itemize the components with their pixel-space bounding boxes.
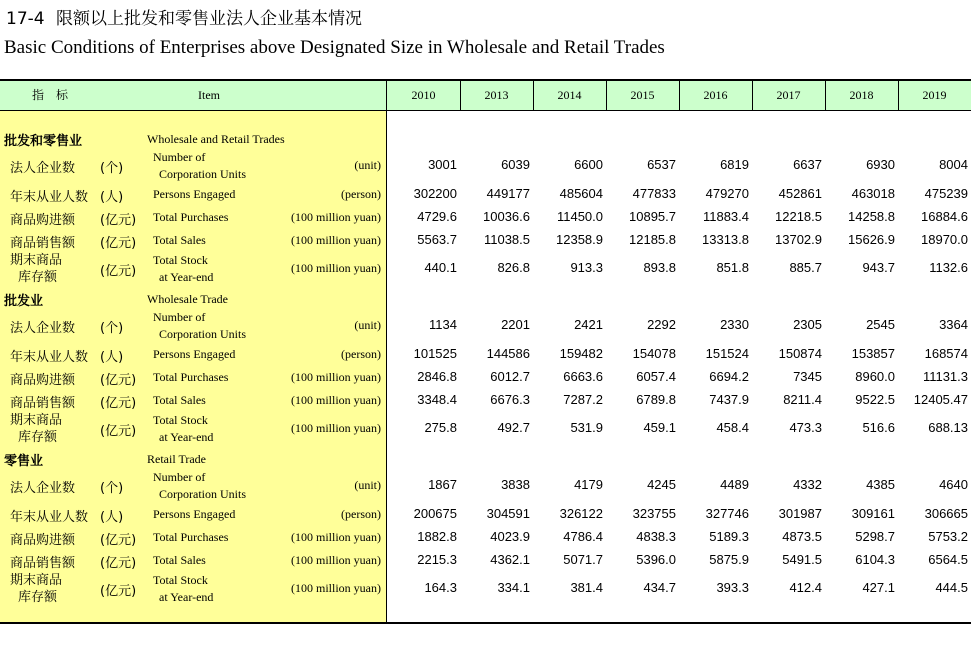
table-cell-value: 459.1 [643, 420, 676, 435]
header-column-separator [606, 81, 607, 110]
table-cell-value: 12185.8 [629, 232, 676, 247]
table-cell-value: 5396.0 [636, 552, 676, 567]
row-unit-cn: (人) [100, 190, 124, 205]
row-label-cn-line1: 期末商品 [10, 573, 63, 588]
row-label-en-line1: Number of [153, 150, 206, 164]
table-cell-value: 12405.47 [913, 392, 968, 407]
row-label-cn-line1: 期末商品 [10, 253, 63, 268]
table-cell-value: 309161 [851, 506, 895, 521]
row-label-en-line2: at Year-end [159, 430, 214, 444]
table-cell-value: 531.9 [570, 420, 603, 435]
header-year: 2010 [411, 88, 436, 102]
row-unit-en: (100 million yuan) [291, 553, 381, 567]
row-label-cn: 法人企业数 [10, 481, 76, 496]
table-cell-value: 6694.2 [709, 369, 749, 384]
table-cell-value: 913.3 [570, 260, 603, 275]
table-cell-value: 5071.7 [563, 552, 603, 567]
table-cell-value: 4179 [574, 477, 603, 492]
header-column-separator [752, 81, 753, 110]
table-cell-value: 893.8 [643, 260, 676, 275]
table-cell-value: 1882.8 [417, 529, 457, 544]
row-label-en [153, 392, 206, 409]
table-cell-value: 485604 [559, 186, 603, 201]
table-cell-value: 5298.7 [855, 529, 895, 544]
header-year: 2016 [703, 88, 728, 102]
row-label-en-line1: Persons Engaged [153, 347, 236, 361]
table-cell-value: 5189.3 [709, 529, 749, 544]
row-unit-cn: (亿元) [100, 213, 137, 228]
table-cell-value: 1867 [428, 477, 457, 492]
table-cell-value: 200675 [413, 506, 457, 521]
table-cell-value: 6057.4 [636, 369, 676, 384]
table-cell-value: 10895.7 [629, 209, 676, 224]
row-unit-cn: (亿元) [100, 584, 137, 599]
row-label-en-line1: Total Stock [153, 573, 208, 587]
row-label-en-line1: Total Sales [153, 393, 206, 407]
table-cell-value: 11131.3 [922, 369, 968, 384]
table-cell-value: 3348.4 [417, 392, 457, 407]
table-cell-value: 2215.3 [417, 552, 457, 567]
table-cell-value: 452861 [778, 186, 822, 201]
row-label-en-line2: Corporation Units [159, 167, 246, 181]
section-title-cn: 批发和零售业 [4, 134, 83, 149]
table-cell-value: 475239 [924, 186, 968, 201]
table-cell-value: 2421 [574, 317, 603, 332]
table-cell-value: 326122 [559, 506, 603, 521]
header-indicator-cn: 指 标 [31, 88, 68, 102]
table-header [0, 81, 971, 111]
row-unit-en: (100 million yuan) [291, 530, 381, 544]
table-cell-value: 3838 [501, 477, 530, 492]
row-label-cn: 商品销售额 [10, 396, 76, 411]
table-cell-value: 412.4 [789, 580, 822, 595]
row-label-cn: 年末从业人数 [10, 190, 89, 205]
header-year: 2018 [849, 88, 874, 102]
table-cell-value: 4023.9 [490, 529, 530, 544]
row-label-cn: 商品购进额 [10, 213, 76, 228]
row-unit-cn: (亿元) [100, 424, 137, 439]
row-label-en-line1: Total Sales [153, 233, 206, 247]
table-cell-value: 6819 [720, 157, 749, 172]
table-cell-value: 6537 [647, 157, 676, 172]
table-cell-value: 1132.6 [929, 260, 968, 275]
row-unit-cn: (个) [100, 481, 124, 496]
row-label-en [153, 149, 246, 183]
row-label-en-line2: Corporation Units [159, 327, 246, 341]
bottom-rule [0, 622, 971, 624]
table-cell-value: 6930 [866, 157, 895, 172]
row-unit-cn: (亿元) [100, 533, 137, 548]
row-unit-cn: (亿元) [100, 373, 137, 388]
row-label-en [153, 506, 235, 523]
table-cell-value: 101525 [413, 346, 457, 361]
table-cell-value: 3001 [428, 157, 457, 172]
table-cell-value: 434.7 [643, 580, 676, 595]
row-label-cn: 商品销售额 [10, 556, 76, 571]
row-label-en-line1: Number of [153, 310, 206, 324]
table-cell-value: 6012.7 [490, 369, 530, 384]
table-cell-value: 11450.0 [556, 209, 603, 224]
table-cell-value: 473.3 [789, 420, 822, 435]
table-cell-value: 6039 [501, 157, 530, 172]
table-cell-value: 150874 [778, 346, 822, 361]
table-cell-value: 14258.8 [848, 209, 895, 224]
table-cell-value: 826.8 [497, 260, 530, 275]
row-unit-en: (100 million yuan) [291, 233, 381, 247]
table-cell-value: 492.7 [497, 420, 530, 435]
table-cell-value: 2330 [720, 317, 749, 332]
table-cell-value: 6637 [793, 157, 822, 172]
header-year: 2014 [557, 88, 582, 102]
table-cell-value: 301987 [778, 506, 822, 521]
section-title-cn: 零售业 [4, 454, 44, 469]
table-cell-value: 2292 [647, 317, 676, 332]
table-cell-value: 327746 [705, 506, 749, 521]
table-cell-value: 851.8 [716, 260, 749, 275]
table-cell-value: 479270 [705, 186, 749, 201]
row-unit-cn: (亿元) [100, 264, 137, 279]
row-label-cn: 年末从业人数 [10, 350, 89, 365]
row-unit-en: (100 million yuan) [291, 421, 381, 435]
row-unit-cn: (个) [100, 321, 124, 336]
table-cell-value: 159482 [559, 346, 603, 361]
row-unit-en: (100 million yuan) [291, 370, 381, 384]
header-year: 2017 [776, 88, 801, 102]
row-label-en [153, 186, 235, 203]
table-cell-value: 5875.9 [709, 552, 749, 567]
row-label-en-line1: Number of [153, 470, 206, 484]
row-label-en-line1: Total Stock [153, 413, 208, 427]
row-label-en [153, 346, 235, 363]
table-cell-value: 13702.9 [775, 232, 822, 247]
table-cell-value: 6789.8 [636, 392, 676, 407]
table-cell-value: 381.4 [570, 580, 603, 595]
table-cell-value: 444.5 [935, 580, 968, 595]
table-cell-value: 168574 [924, 346, 968, 361]
table-cell-value: 4729.6 [417, 209, 457, 224]
row-label-cn-line2: 库存额 [18, 430, 58, 445]
table-cell-value: 943.7 [862, 260, 895, 275]
section-title-cn: 批发业 [4, 294, 44, 309]
row-label-en-line1: Total Purchases [153, 370, 229, 384]
table-cell-value: 4332 [793, 477, 822, 492]
section-title-en: Retail Trade [147, 452, 206, 466]
header-year: 2013 [484, 88, 509, 102]
row-label-en [153, 412, 213, 446]
row-label-en [153, 572, 213, 606]
table-cell-value: 275.8 [424, 420, 457, 435]
table-cell-value: 4245 [647, 477, 676, 492]
row-label-en [153, 529, 228, 546]
table-cell-value: 885.7 [789, 260, 822, 275]
row-unit-en: (100 million yuan) [291, 210, 381, 224]
table-cell-value: 11883.4 [702, 209, 749, 224]
table-cell-value: 7287.2 [563, 392, 603, 407]
row-label-cn: 商品购进额 [10, 533, 76, 548]
table-cell-value: 7345 [793, 369, 822, 384]
table-cell-value: 5563.7 [417, 232, 457, 247]
row-label-cn-line1: 期末商品 [10, 413, 63, 428]
row-unit-en: (100 million yuan) [291, 581, 381, 595]
row-unit-cn: (人) [100, 350, 124, 365]
row-label-cn: 法人企业数 [10, 161, 76, 176]
table-cell-value: 4786.4 [563, 529, 603, 544]
row-label-cn [10, 572, 62, 606]
table-cell-value: 516.6 [862, 420, 895, 435]
row-unit-en: (person) [341, 507, 381, 521]
section-title-en: Wholesale and Retail Trades [147, 132, 285, 146]
table-cell-value: 16884.6 [921, 209, 968, 224]
table-cell-value: 5753.2 [928, 529, 968, 544]
table-cell-value: 4640 [939, 477, 968, 492]
row-unit-cn: (个) [100, 161, 124, 176]
header-year: 2019 [922, 88, 947, 102]
table-cell-value: 5491.5 [782, 552, 822, 567]
row-unit-en: (unit) [354, 318, 381, 332]
table-cell-value: 8211.4 [783, 392, 822, 407]
row-label-en-line2: at Year-end [159, 590, 214, 604]
table-cell-value: 334.1 [497, 580, 530, 595]
row-unit-en: (100 million yuan) [291, 261, 381, 275]
table-cell-value: 6600 [574, 157, 603, 172]
table-cell-value: 2201 [501, 317, 530, 332]
table-cell-value: 302200 [413, 186, 457, 201]
table-cell-value: 6564.5 [928, 552, 968, 567]
table-cell-value: 4362.1 [490, 552, 530, 567]
row-label-en-line1: Total Purchases [153, 530, 229, 544]
table-cell-value: 688.13 [928, 420, 968, 435]
row-label-en-line2: at Year-end [159, 270, 214, 284]
row-unit-cn: (亿元) [100, 236, 137, 251]
table-cell-value: 164.3 [424, 580, 457, 595]
row-unit-en: (100 million yuan) [291, 393, 381, 407]
table-cell-value: 12358.9 [556, 232, 603, 247]
row-label-cn: 法人企业数 [10, 321, 76, 336]
table-cell-value: 477833 [632, 186, 676, 201]
table-cell-value: 1134 [429, 317, 457, 332]
row-label-en-line1: Total Sales [153, 553, 206, 567]
table-cell-value: 13313.8 [702, 232, 749, 247]
row-label-en-line1: Persons Engaged [153, 187, 236, 201]
table-cell-value: 393.3 [716, 580, 749, 595]
table-cell-value: 154078 [632, 346, 676, 361]
row-label-en [153, 252, 213, 286]
row-unit-cn: (亿元) [100, 396, 137, 411]
table-cell-value: 463018 [851, 186, 895, 201]
row-label-cn-line2: 库存额 [18, 270, 58, 285]
section-title-en: Wholesale Trade [147, 292, 228, 306]
table-cell-value: 8004 [939, 157, 968, 172]
row-label-cn-line2: 库存额 [18, 590, 58, 605]
header-column-separator [533, 81, 534, 110]
table-cell-value: 2545 [866, 317, 895, 332]
table-cell-value: 304591 [486, 506, 530, 521]
table-cell-value: 4838.3 [636, 529, 676, 544]
row-unit-en: (person) [341, 187, 381, 201]
table-cell-value: 10036.6 [483, 209, 530, 224]
table-cell-value: 15626.9 [848, 232, 895, 247]
row-label-en [153, 552, 206, 569]
table-cell-value: 11038.5 [483, 232, 530, 247]
row-label-en [153, 309, 246, 343]
table-cell-value: 306665 [924, 506, 968, 521]
table-cell-value: 6104.3 [855, 552, 895, 567]
row-label-cn [10, 412, 62, 446]
row-unit-en: (unit) [354, 478, 381, 492]
table-cell-value: 3364 [939, 317, 968, 332]
table-title-cn [6, 4, 362, 29]
header-column-separator [679, 81, 680, 110]
row-unit-cn: (人) [100, 510, 124, 525]
table-cell-value: 6676.3 [490, 392, 530, 407]
row-label-en [153, 369, 228, 386]
row-label-en [153, 232, 206, 249]
table-cell-value: 153857 [851, 346, 895, 361]
table-number: 17-4 [6, 9, 45, 29]
row-label-cn: 年末从业人数 [10, 510, 89, 525]
table-title-cn-text: 限额以上批发和零售业法人企业基本情况 [56, 9, 362, 29]
row-unit-en: (unit) [354, 158, 381, 172]
row-label-en-line1: Persons Engaged [153, 507, 236, 521]
row-label-cn: 商品销售额 [10, 236, 76, 251]
table-cell-value: 2846.8 [417, 369, 457, 384]
table-cell-value: 18970.0 [921, 232, 968, 247]
table-cell-value: 144586 [486, 346, 530, 361]
row-label-en-line1: Total Stock [153, 253, 208, 267]
row-label-en [153, 469, 246, 503]
header-column-separator [825, 81, 826, 110]
table-cell-value: 151524 [705, 346, 749, 361]
row-label-en-line1: Total Purchases [153, 210, 229, 224]
table-cell-value: 7437.9 [709, 392, 749, 407]
table-cell-value: 8960.0 [855, 369, 895, 384]
row-label-en [153, 209, 228, 226]
table-cell-value: 4489 [720, 477, 749, 492]
table-cell-value: 6663.6 [563, 369, 603, 384]
table-title-en: Basic Conditions of Enterprises above Designated Size in Wholesale and Retail Trades [4, 37, 665, 58]
row-label-cn [10, 252, 62, 286]
table-cell-value: 323755 [632, 506, 676, 521]
header-column-separator [898, 81, 899, 110]
row-label-en-line2: Corporation Units [159, 487, 246, 501]
row-unit-cn: (亿元) [100, 556, 137, 571]
table-cell-value: 4385 [866, 477, 895, 492]
row-unit-en: (person) [341, 347, 381, 361]
table-cell-value: 449177 [486, 186, 530, 201]
row-label-cn: 商品购进额 [10, 373, 76, 388]
header-column-separator [460, 81, 461, 110]
header-year: 2015 [630, 88, 655, 102]
table-cell-value: 12218.5 [775, 209, 822, 224]
table-cell-value: 2305 [793, 317, 822, 332]
header-item-en: Item [198, 88, 220, 102]
table-cell-value: 440.1 [424, 260, 457, 275]
table-cell-value: 4873.5 [782, 529, 822, 544]
table-cell-value: 9522.5 [855, 392, 895, 407]
table-cell-value: 458.4 [716, 420, 749, 435]
table-cell-value: 427.1 [862, 580, 895, 595]
